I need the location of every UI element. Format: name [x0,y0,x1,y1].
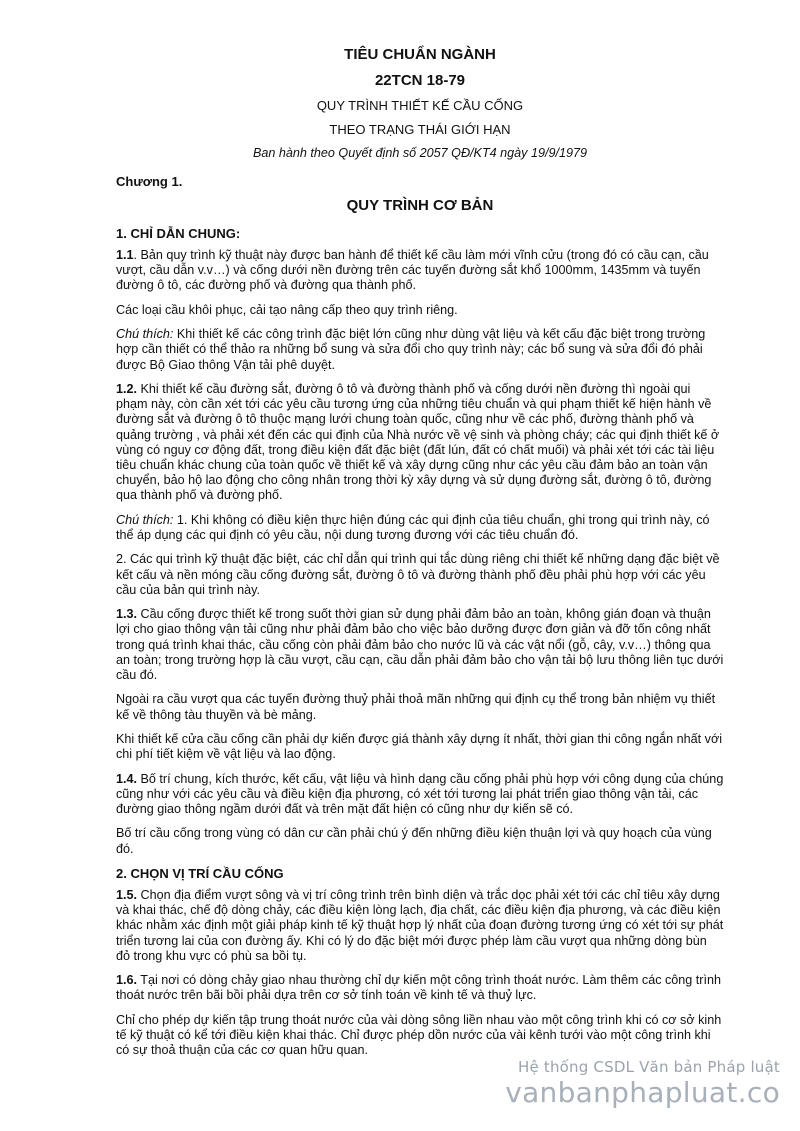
watermark [505,1058,780,1109]
clause-number: 1.3. [116,607,138,622]
clause-text: Tại nơi có dòng chảy giao nhau thường chỉ dự kiến một công trình thoát nước. Làm thêm các công trình thoát nước trên bãi bồi phải dựa trên cơ sở tính toán về kinh tế và thuỷ lực. [116,973,722,1003]
document-subtitle-2: THEO TRẠNG THÁI GIỚI HẠN [329,122,511,137]
note-text: Khi thiết kế các công trình đặc biệt lớn cũng như dùng vật liệu và kết cấu đặc biệt trong trường hợp cần thiết có thể thảo ra những bổ sung và sửa đổi cho quy trình này; các bổ sung và sửa đổi đó phải được Bộ Giao thông Vận tải phê duyệt. [116,327,706,372]
chapter-title: QUY TRÌNH CƠ BẢN [346,197,494,214]
section-heading-location: 2. CHỌN VỊ TRÍ CẦU CỐNG [116,865,284,881]
paragraph-1-1 [116,248,724,294]
document-content [116,46,724,1068]
paragraph: Khi thiết kế cửa cầu cống cần phải dự kiến được giá thành xây dựng ít nhất, thời gian thi công ngắn nhất với chi phí tiết kiệm về vật liệu và lao động. [116,731,723,762]
paragraph: Các loại cầu khôi phục, cải tạo nâng cấp theo quy trình riêng. [116,302,458,317]
paragraph-1-6 [116,973,724,1003]
clause-text: Chọn địa điểm vượt sông và vị trí công trình trên bình diện và trắc dọc phải xét tới các chỉ tiêu xây dựng và khai thác, chế độ dòng chảy, các điều kiện lòng lạch, địa chất, các điều kiện địa phương, và các điều kiện khác nhằm xác định một giải pháp kinh tế kỹ thuật hợp lý nhất của đoạn đường tương ứng có xét tới sự phát triển tương lai của con đường ấy. Khi có lý do đặc biệt mới được phép làm cầu vượt qua những dòng bùn đỏ trong khu vực có phù sa bồi tụ. [116,887,724,963]
clause-text: . Bản quy trình kỹ thuật này được ban hành để thiết kế cầu làm mới vĩnh cửu (trong đó có cầu cạn, cầu vượt, cầu dẫn v.v…) và cống dưới nền đường trên các tuyến đường sắt khổ 1000mm, 1435mm và tuyến đường ô tô, các đường phố và đường qua thành phố. [116,248,709,293]
clause-number: 1.2. [116,381,138,396]
clause-number: 1.4. [116,771,138,786]
paragraph: 2. Các qui trình kỹ thuật đặc biệt, các chỉ dẫn qui trình qui tắc dùng riêng chi thiết kế những dạng đặc biệt về kết cấu và nền móng cầu cống đường sắt, đường ô tô và đường thành phố đều phải phù hợp với các yêu cầu của bản qui trình này. [116,552,720,597]
paragraph: Ngoài ra cầu vượt qua các tuyến đường thuỷ phải thoả mãn những qui định cụ thể trong bản nhiệm vụ thiết kế về thông tàu thuyền và bè mảng. [116,692,716,722]
paragraph-1-3 [116,607,724,683]
chapter-label: Chương 1. [116,174,183,189]
watermark-caption: Hệ thống CSDL Văn bản Pháp luật [517,1058,780,1076]
paragraph-1-2 [116,382,724,504]
section-heading-general: 1. CHỈ DẪN CHUNG: [116,226,241,241]
issuance-note: Ban hành theo Quyết định số 2057 QĐ/KT4 ngày 19/9/1979 [253,146,587,160]
paragraph: Chỉ cho phép dự kiến tập trung thoát nước của vài dòng sông liền nhau vào một công trình khi có cơ sở kinh tế kỹ thuật có kể tới điều kiện khai thác. Chỉ được phép dồn nước của vài kênh tưới vào một công trình khi có sự thoả thuận của các cơ quan hữu quan. [116,1012,722,1058]
standard-title: TIÊU CHUẨN NGÀNH [344,46,496,63]
note-label: Chú thích: [116,512,174,527]
paragraph: Bố trí cầu cống trong vùng có dân cư cần phải chú ý đến những điều kiện thuận lợi và quy hoạch của vùng đó. [116,826,712,856]
note-paragraph [116,513,724,543]
note-text: 1. Khi không có điều kiện thực hiện đúng các qui định của tiêu chuẩn, ghi trong qui trình này, có thể áp dụng các qui định có yêu cầu, nội dung tương đương với các tiêu chuẩn đó. [116,512,710,542]
clause-text: Cầu cống được thiết kế trong suốt thời gian sử dụng phải đảm bảo an toàn, không gián đoạn và thuận lợi cho giao thông vận tải cũng như phải đảm bảo cho việc bảo dưỡng được đơn giản và đỡ tốn công nhất trong quá trình khai thác, cầu cống còn phải đảm bảo cho nước lũ và các vật nổi (gỗ, cây, v.v…) thông qua an toàn; trong trường hợp là cầu vượt, cầu cạn, cầu dẫn phải đảm bảo cho vận tải bộ lưu thông liên tục dưới cầu đó. [116,607,724,682]
watermark-site: vanbanphapluat.co [505,1076,780,1109]
document-subtitle-1: QUY TRÌNH THIẾT KẾ CẦU CỐNG [316,98,524,113]
clause-number: 1.5. [116,887,138,902]
clause-number: 1.1 [116,248,134,262]
paragraph-1-4 [116,772,724,818]
clause-number: 1.6. [116,973,138,988]
note-paragraph [116,327,724,373]
standard-code: 22TCN 18-79 [374,72,466,89]
note-label: Chú thích: [116,327,174,342]
clause-text: Bố trí chung, kích thước, kết cấu, vật liệu và hình dạng cầu cống phải phù hợp với công dụng của chúng cũng như với các yêu cầu và điều kiện địa phương, có xét tới tương lai phát triển giao thông vận tải, các đường giao thông ngầm dưới đất và trên mặt đất hiện có cũng như dự kiến sẽ có. [116,771,724,816]
clause-text: Khi thiết kế cầu đường sắt, đường ô tô và đường thành phố và cống dưới nền đường thì ngoài qui phạm này, còn cần xét tới các yêu cầu tương ứng của những tiêu chuẩn và qui phạm thiết kế hiện hành về đường sắt và đường ô tô thuộc mạng lưới chung toàn quốc, cũng như về các phố, đường thành phố và quảng trường , và phải xét đến các qui định của Nhà nước về vệ sinh và phòng cháy; các qui định thiết kế ở vùng có nguy cơ động đất, trong điều kiện đất đặc biệt (đất lún, đất có chất muối) và phải xét tới các tài liệu tiêu chuẩn khác chung của toàn quốc về thiết kế và xây dựng cũng như các yêu cầu đảm bảo an toàn vận chuyển, bảo hộ lao động cho công nhân trong thời kỳ xây dựng và sử dụng đường sắt, đường ô tô, đường qua thành phố và đường phố. [116,381,720,503]
paragraph-1-5 [116,888,724,964]
